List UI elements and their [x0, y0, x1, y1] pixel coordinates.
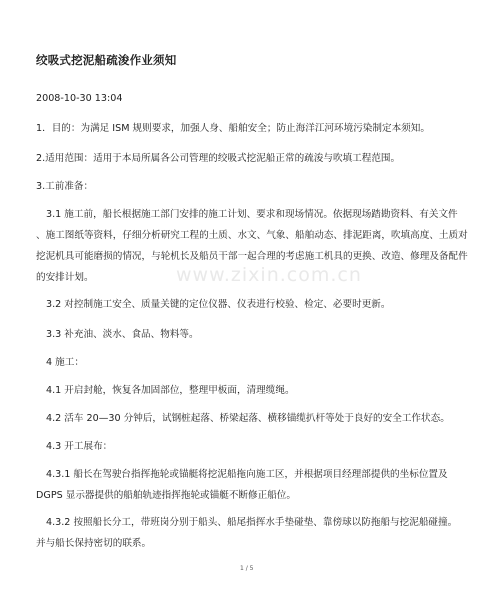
- paragraph-2: [36, 148, 400, 169]
- paragraph-1: [36, 118, 430, 139]
- watermark-text: www.zixin.com.cn: [176, 264, 362, 286]
- paragraph-line: 并与船长保持密切的联系。: [36, 538, 152, 549]
- paragraph-line: 3.工前准备：: [36, 181, 94, 192]
- paragraph-6: [46, 324, 199, 345]
- paragraph-5: [46, 294, 391, 315]
- paragraph-line: 4.3.2 按照船长分工，带班岗分别于船头、船尾指挥水手垫碰垫、靠傍球以防拖船与挖泥船碰撞。: [46, 517, 458, 528]
- paragraph-11: [36, 464, 448, 506]
- paragraph-line: 4 施工：: [46, 357, 84, 368]
- paragraph-line: 、施工图纸等资料，仔细分析研究工程的土质、水文、气象、船舶动态、排泥距离，吹填高度、土质对: [36, 230, 468, 241]
- paragraph-line: 4.3 开工展布：: [46, 441, 113, 452]
- paragraph-line: 1．目的：为满足 ISM 规则要求，加强人身、船舶安全；防止海洋江河环境污染制定本须知。: [36, 123, 430, 134]
- paragraph-line: 挖泥机具可能磨损的情况，与轮机长及船员干部一起合理的考虑施工机具的更换、改造、修理及备配件: [36, 251, 468, 262]
- paragraph-line: 4.1 开启封舱，恢复各加固部位，整理甲板面，清理缆绳。: [46, 385, 295, 396]
- date-line: 2008-10-30 13:04: [36, 93, 123, 104]
- paragraph-12: [36, 512, 457, 554]
- document-title: 绞吸式挖泥船疏浚作业须知: [36, 53, 177, 67]
- paragraph-line: 4.3.1 船长在驾驶台指挥拖轮或锚艇将挖泥船拖向施工区，并根据项目经理部提供的坐标位置及: [46, 469, 448, 480]
- paragraph-line: 的安排计划。: [36, 272, 94, 283]
- paragraph-9: [46, 408, 450, 429]
- page-number: 1 / 5: [240, 565, 254, 572]
- paragraph-7: [46, 352, 84, 373]
- paragraph-line: DGPS 显示器提供的船舶轨迹指挥拖轮或锚艇不断修正船位。: [36, 490, 296, 501]
- paragraph-10: [46, 436, 112, 457]
- paragraph-line: 3.3 补充油、淡水、食品、物料等。: [46, 329, 199, 340]
- paragraph-8: [46, 380, 295, 401]
- paragraph-line: 2.适用范围：适用于本局所属各公司管理的绞吸式挖泥船正常的疏浚与吹填工程范围。: [36, 153, 401, 164]
- paragraph-line: 3.1 施工前，船长根据施工部门安排的施工计划、要求和现场情况。依据现场踏勘资料、有关文件: [46, 209, 458, 220]
- paragraph-line: 4.2 活车 20—30 分钟后，试钢桩起落、桥梁起落、横移锚缆扒杆等处于良好的安全工作状态。: [46, 413, 450, 424]
- paragraph-line: 3.2 对控制施工安全、质量关键的定位仪器、仪表进行校验、检定、必要时更新。: [46, 299, 391, 310]
- paragraph-3: [36, 176, 93, 197]
